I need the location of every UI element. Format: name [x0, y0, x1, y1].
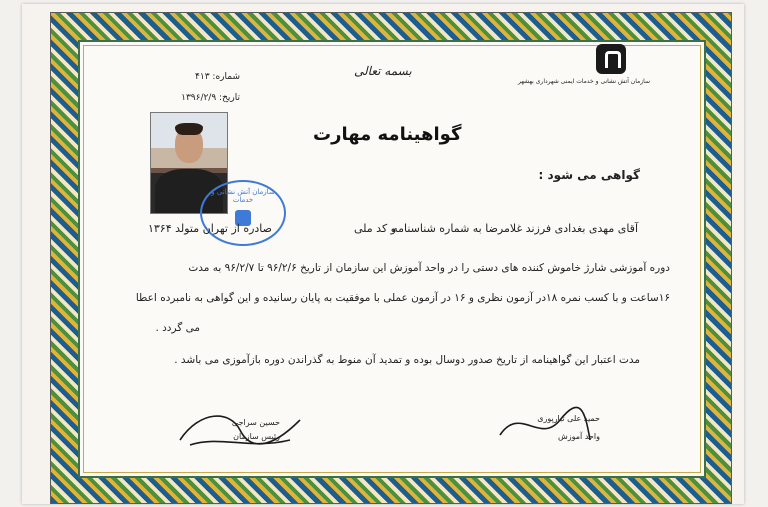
intro-text: گواهی می شود :	[538, 168, 640, 182]
line-1a: آقای مهدی بغدادی فرزند غلامرضا به شماره شناسنامه	[392, 222, 638, 235]
bismillah: بسمه تعالی	[354, 64, 412, 78]
left-signature	[170, 400, 310, 460]
letter-number: شماره: ۴۱۳	[195, 72, 240, 82]
validity-line: مدت اعتبار این گواهینامه از تاریخ صدور دوسال بوده و تمدید آن منوط به گذراندن دوره بازآموزی می باشد .	[174, 354, 640, 366]
right-signer-name: حمید علی تبارپوری	[537, 414, 600, 423]
line-4: می گردد .	[155, 322, 200, 334]
letter-date: تاریخ: ۱۳۹۶/۲/۹	[181, 93, 240, 103]
right-signature	[490, 400, 600, 455]
organization-logo-icon	[596, 44, 626, 74]
organization-name: سازمان آتش نشانی و خدمات ایمنی شهرداری بهشهر	[517, 78, 650, 85]
line-2: دوره آموزشی شارژ خاموش کننده های دستی را در واحد آموزش این سازمان از تاریخ ۹۶/۲/۶ تا ۹۶/۲/۷ به مدت	[188, 262, 670, 274]
left-signer-name: حسین سراجی	[231, 418, 280, 427]
certificate-title: گواهینامه مهارت	[313, 124, 462, 145]
official-stamp: سازمان آتش نشانی و خدمات	[200, 180, 286, 246]
left-signer-title: رئیس سازمان	[233, 432, 280, 441]
right-signer-title: واحد آموزش	[557, 432, 600, 441]
line-1c: صادره از تهران متولد ۱۳۶۴	[147, 222, 272, 235]
line-3: ۱۶ساعت و با کسب نمره ۱۸در آزمون نظری و ۱۶ در آزمون عملی با موفقیت به پایان رسانیده و این گواهی به نامبرده اعطا	[135, 292, 670, 304]
line-1b: و کد ملی	[353, 222, 396, 235]
